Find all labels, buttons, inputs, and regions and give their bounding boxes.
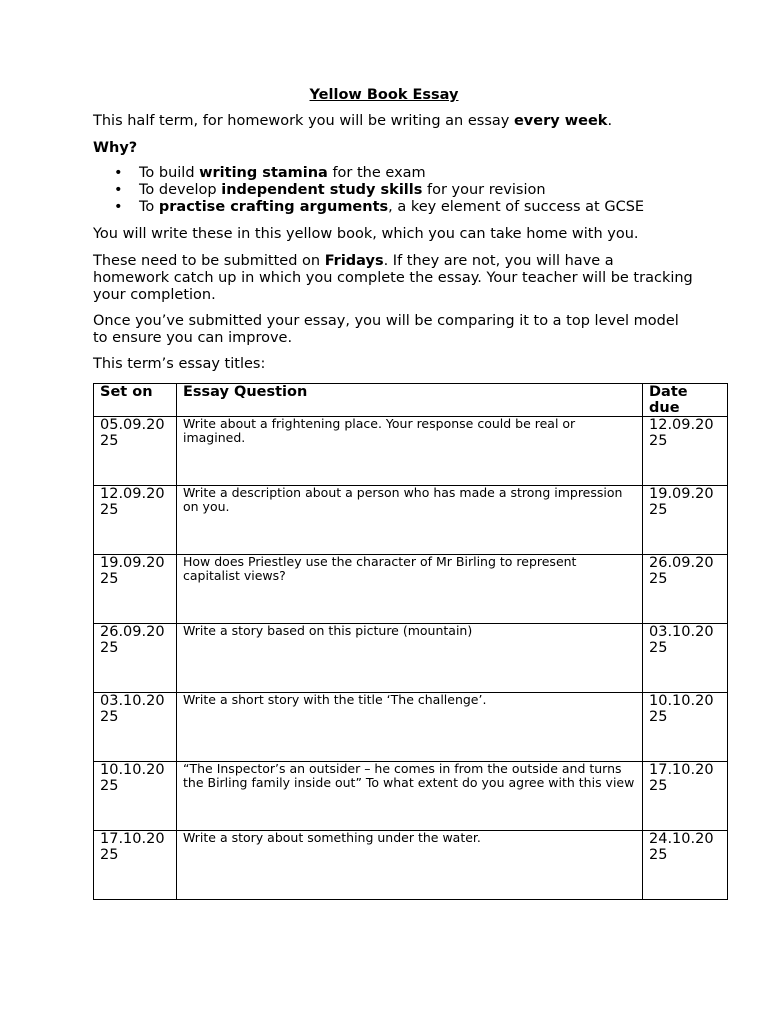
titles-label: This term’s essay titles: <box>93 356 266 372</box>
due-cell: 03.10.2025 <box>643 624 728 693</box>
submit-post: . If they are not, you will have a homework catch up in which you complete the essay. Your teacher will be tracking your completion. <box>93 253 693 303</box>
bullet-post: , a key element of success at GCSE <box>388 199 645 215</box>
due-cell: 19.09.2025 <box>643 486 728 555</box>
submit-pre: These need to be submitted on <box>93 253 325 269</box>
list-item <box>93 182 644 199</box>
due-cell: 24.10.2025 <box>643 831 728 900</box>
intro-paragraph <box>93 113 727 130</box>
set-on-cell: 12.09.2025 <box>94 486 177 555</box>
reasons-list <box>93 165 644 216</box>
set-on-cell: 10.10.2025 <box>94 762 177 831</box>
intro-bold: every week <box>513 113 608 129</box>
set-on-cell: 19.09.2025 <box>94 555 177 624</box>
table-row <box>94 555 728 624</box>
model-paragraph: Once you’ve submitted your essay, you will be comparing it to a top level model to ensure you can improve. <box>93 313 679 346</box>
set-on-cell: 26.09.2025 <box>94 624 177 693</box>
bullet-icon: • <box>114 199 123 215</box>
bullet-icon: • <box>114 182 123 198</box>
bullet-bold: independent study skills <box>221 182 423 198</box>
set-on-cell: 05.09.2025 <box>94 417 177 486</box>
list-item <box>93 165 644 182</box>
page-title: Yellow Book Essay <box>309 87 459 103</box>
header-set-on: Set on <box>94 384 177 417</box>
question-cell: How does Priestley use the character of Mr Birling to represent capitalist views? <box>177 555 643 624</box>
table-row <box>94 417 728 486</box>
intro-text: This half term, for homework you will be writing an essay <box>93 113 514 129</box>
bullet-pre: To develop <box>139 182 222 198</box>
bullet-bold: writing stamina <box>199 165 328 181</box>
table-row <box>94 624 728 693</box>
question-cell: “The Inspector’s an outsider – he comes in from the outside and turns the Birling family inside out” To what extent do you agree with this view <box>177 762 643 831</box>
question-cell: Write a description about a person who has made a strong impression on you. <box>177 486 643 555</box>
due-cell: 26.09.2025 <box>643 555 728 624</box>
header-essay-question: Essay Question <box>177 384 643 417</box>
table-header-row <box>94 384 728 417</box>
bullet-post: for your revision <box>422 182 546 198</box>
yellow-book-paragraph: You will write these in this yellow book, which you can take home with you. <box>93 226 639 242</box>
essay-titles-table <box>93 383 728 900</box>
question-cell: Write a story about something under the water. <box>177 831 643 900</box>
table-row <box>94 762 728 831</box>
bullet-icon: • <box>114 165 123 181</box>
question-cell: Write about a frightening place. Your response could be real or imagined. <box>177 417 643 486</box>
question-cell: Write a story based on this picture (mountain) <box>177 624 643 693</box>
bullet-pre: To build <box>139 165 200 181</box>
bullet-post: for the exam <box>327 165 426 181</box>
submission-paragraph <box>93 253 693 304</box>
bullet-pre: To <box>139 199 159 215</box>
due-cell: 10.10.2025 <box>643 693 728 762</box>
due-cell: 12.09.2025 <box>643 417 728 486</box>
bullet-bold: practise crafting arguments <box>158 199 389 215</box>
due-cell: 17.10.2025 <box>643 762 728 831</box>
table-row <box>94 486 728 555</box>
intro-end: . <box>607 113 613 129</box>
why-heading: Why? <box>93 140 138 156</box>
set-on-cell: 17.10.2025 <box>94 831 177 900</box>
header-date-due: Date due <box>643 384 728 417</box>
list-item <box>93 199 644 216</box>
question-cell: Write a short story with the title ‘The challenge’. <box>177 693 643 762</box>
table-row <box>94 831 728 900</box>
submit-bold: Fridays <box>324 253 384 269</box>
set-on-cell: 03.10.2025 <box>94 693 177 762</box>
table-row <box>94 693 728 762</box>
